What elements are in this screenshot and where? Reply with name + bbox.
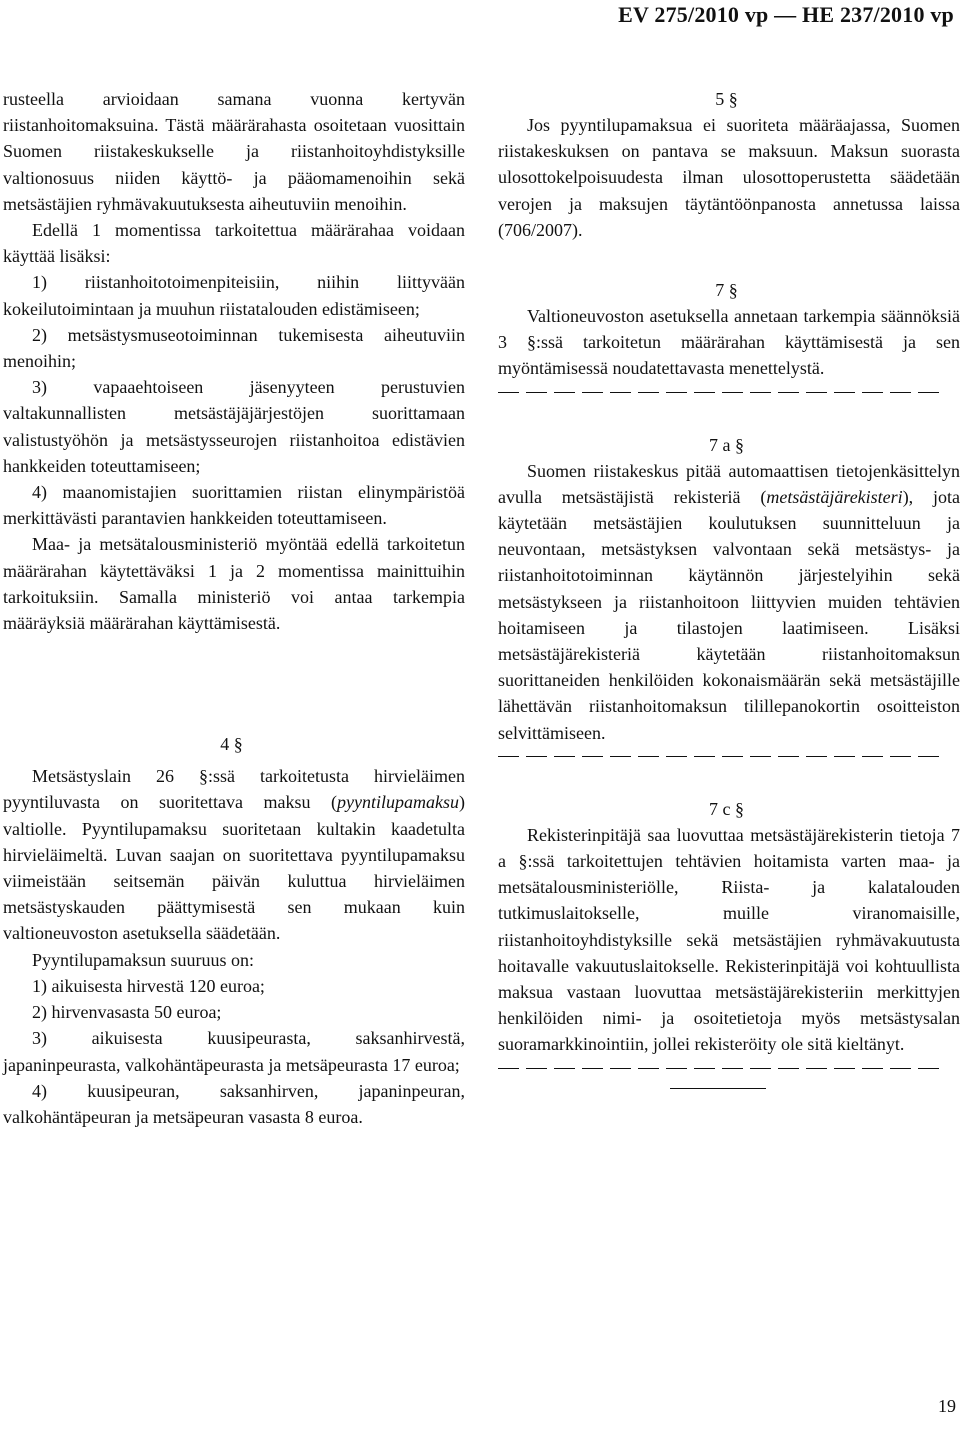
section-heading-7a: 7 a § bbox=[709, 434, 744, 455]
paragraph: 4) kuusipeuran, saksanhirven, japaninpeuran, valkohäntäpeuran ja metsäpeuran vasasta 8 euroa. bbox=[3, 1080, 465, 1127]
paragraph: Suomen riistakeskus pitää automaattisen tietojenkäsittelyn avulla metsästäjistä rekisteriä (metsästäjärekisteri), jota käytetään metsästäjien koulutuksen suunnitteluun ja neuvontaan, metsästyksen valvontaan sekä metsästys- ja riistanhoitotoiminnan käytännön järjestelyihin sekä metsästykseen ja riistanhoitoon liittyvien muiden tehtävien hoitamiseen ja tilastojen laatimiseen. Lisäksi metsästäjärekisteriä käytetään riistanhoitomaksun suorittaneiden henkilöiden kokonaismäärän sekä metsästäjille lähettävän riistanhoitomaksun tilillepanokortin osoitteiston selvittämiseen. bbox=[498, 460, 960, 743]
paragraph: 1) riistanhoitotoimenpiteisiin, niihin liittyvään kokeilutoimintaan ja muuhun riistatalouden edistämiseen; bbox=[3, 272, 465, 319]
paragraph: Maa- ja metsätalousministeriö myöntää edellä tarkoitetun määrärahan käytettäväksi 1 ja 2 momentissa mainittuihin tarkoituksiin. Samalla ministeriö voi antaa tarkempia määräyksiä määrärahan käyttämisestä. bbox=[3, 534, 465, 634]
paragraph: Rekisterinpitäjä saa luovuttaa metsästäjärekisterin tietoja 7 a §:ssä tarkoitettujen tehtävien hoitamista varten maa- ja metsätalousministeriölle, Riista- ja kalatalouden tutkimuslaitokselle, muille viranomaisille, riistanhoitoyhdistyksille sekä metsästäjien ryhmävakuutusta hoitavalle vakuutuslaitokselle. Rekisterinpitäjä voi kohtuullista maksua vastaan luovuttaa metsästäjärekisteriin merkittyjen henkilöiden nimi- ja osoitetietoja myös metsästysalan suoramarkkinointiin, jollei rekisteröity ole sitä kieltänyt. bbox=[498, 824, 960, 1055]
section-heading-4: 4 § bbox=[220, 734, 243, 755]
left-column bbox=[3, 86, 465, 1130]
document-header: EV 275/2010 vp — HE 237/2010 vp bbox=[618, 2, 954, 27]
paragraph: 3) vapaaehtoiseen jäsenyyteen perustuvien valtakunnallisten metsästäjäjärjestöjen suorittamaan valistustyöhön ja metsästysseurojen riistanhoitoa edistävien hankkeiden toteuttamiseen; bbox=[3, 377, 465, 476]
paragraph: 4) maanomistajien suorittamien riistan elinympäristöä merkittävästi parantavien hankkeiden toteuttamiseen. bbox=[3, 482, 465, 529]
omission-dashes bbox=[498, 1068, 960, 1070]
section-heading-5: 5 § bbox=[715, 89, 738, 109]
paragraph: rusteella arvioidaan samana vuonna kertyvän riistanhoitomaksuina. Tästä määrärahasta osoitetaan vuosittain Suomen riistakeskukselle ja riistanhoitoyhdistyksille valtionosuus niiden käyttö- ja pääomamenoihin sekä metsästäjien ryhmävakuutuksesta aiheutuviin menoihin. bbox=[3, 89, 465, 214]
section-heading-7: 7 § bbox=[715, 280, 738, 301]
end-rule bbox=[670, 1088, 766, 1089]
paragraph: Pyyntilupamaksun suuruus on: bbox=[32, 949, 255, 970]
paragraph: Edellä 1 momentissa tarkoitettua määrärahaa voidaan käyttää lisäksi: bbox=[3, 220, 465, 267]
paragraph: 2) hirvenvasasta 50 euroa; bbox=[32, 1002, 222, 1023]
section-heading-7c: 7 c § bbox=[709, 798, 744, 819]
paragraph: Valtioneuvoston asetuksella annetaan tarkempia säännöksiä 3 §:ssä tarkoitetun määrärahan käyttämisestä ja sen myöntämisessä noudatettavasta menettelystä. bbox=[498, 306, 960, 379]
page-number: 19 bbox=[938, 1396, 956, 1416]
right-column bbox=[498, 86, 960, 1089]
paragraph: Metsästyslain 26 §:ssä tarkoitetusta hirvieläimen pyyntiluvasta on suoritettava maksu (pyyntilupamaksu) valtiolle. Pyyntilupamaksu suoritetaan kultakin kaadetulta hirvieläimeltä. Luvan saajan on suoritettava pyyntilupamaksu viimeistään seitsemän päivän kuluttua hirvieläimen metsästyskauden päättymisestä sen mukaan kuin valtioneuvoston asetuksella säädetään. bbox=[3, 766, 465, 944]
paragraph: 1) aikuisesta hirvestä 120 euroa; bbox=[32, 975, 265, 996]
paragraph: 3) aikuisesta kuusipeurasta, saksanhirvestä, japaninpeurasta, valkohäntäpeurasta ja metsäpeurasta 17 euroa; bbox=[3, 1028, 465, 1075]
paragraph: Jos pyyntilupamaksua ei suoriteta määräajassa, Suomen riistakeskuksen on pantava se maksuun. Maksun suorasta ulosottokelpoisuudesta ilman ulosottoperustetta säädetään verojen ja maksujen täytäntöönpanosta annetussa laissa (706/2007). bbox=[498, 115, 960, 240]
paragraph: 2) metsästysmuseotoiminnan tukemisesta aiheutuviin menoihin; bbox=[3, 324, 465, 372]
